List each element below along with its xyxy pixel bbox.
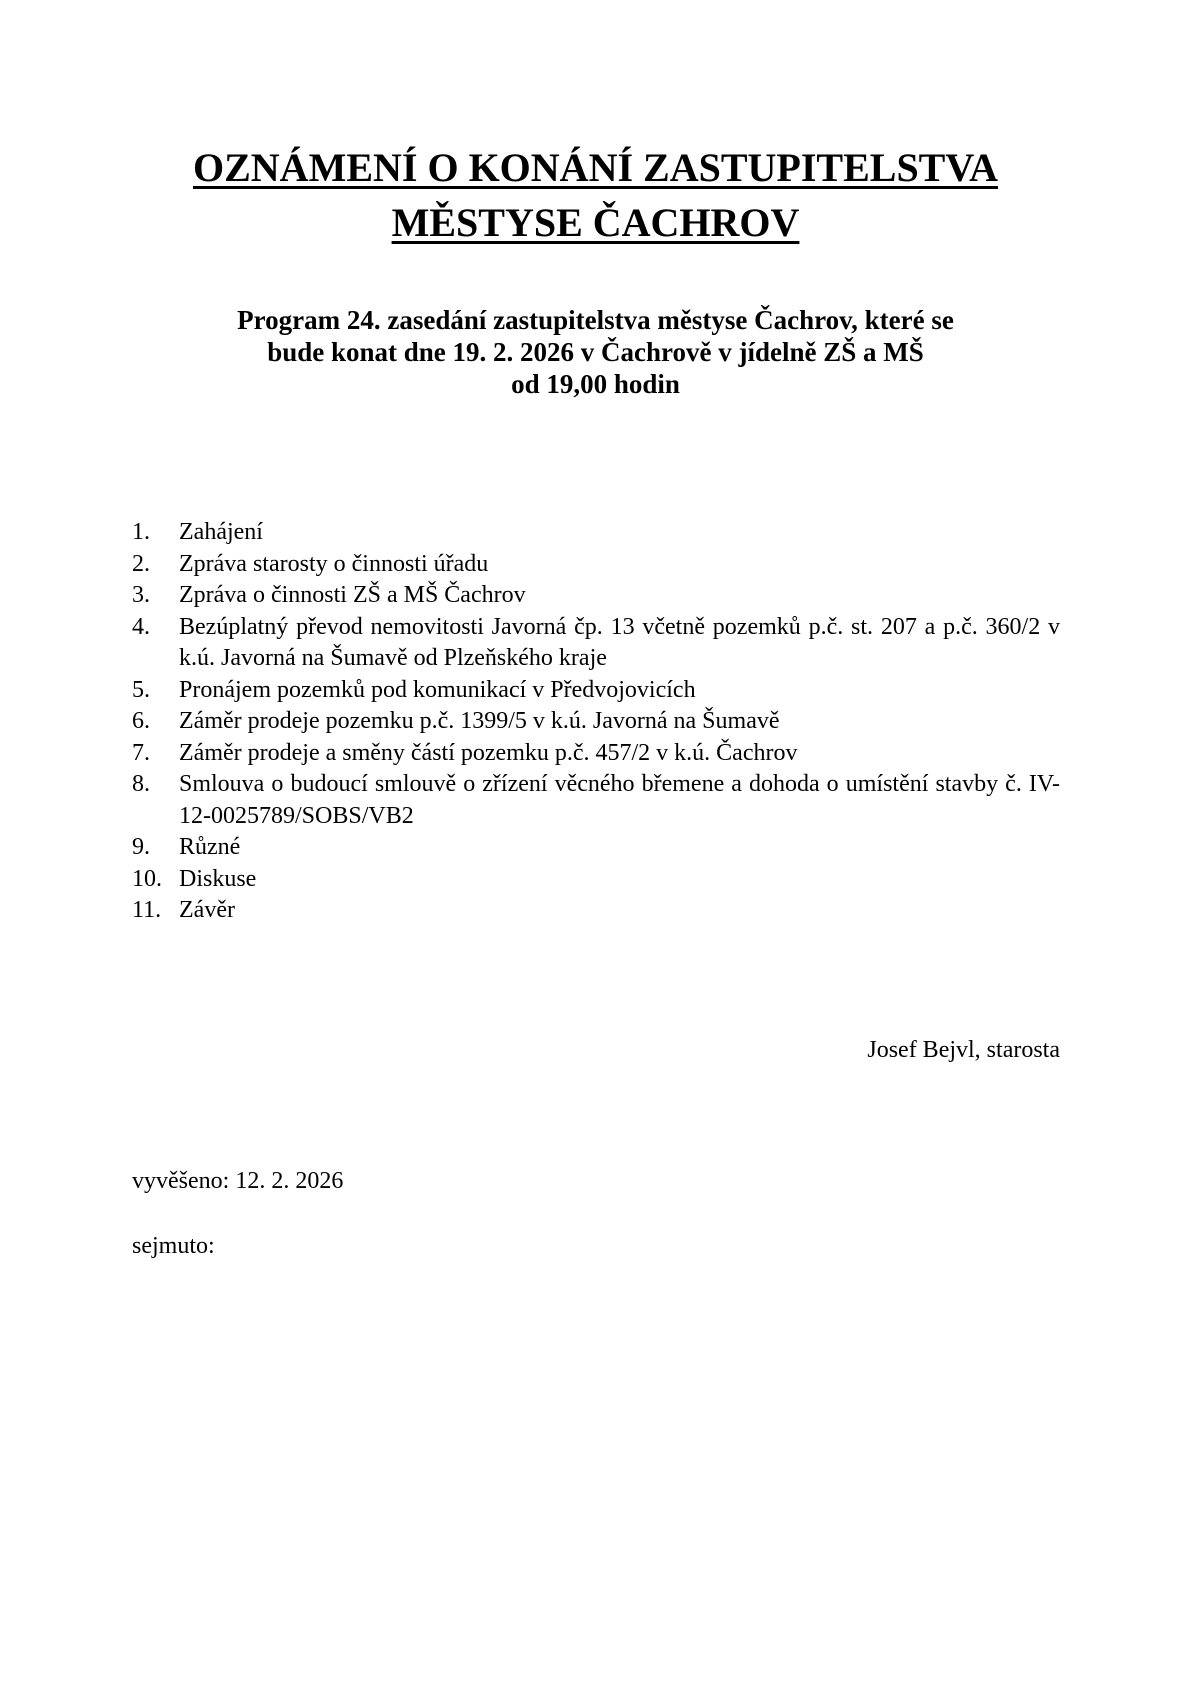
agenda-list [132, 517, 1060, 927]
title-line-1: OZNÁMENÍ O KONÁNÍ ZASTUPITELSTVA [193, 145, 998, 190]
subtitle-line-3: od 19,00 hodin [511, 369, 680, 399]
title-line-2: MĚSTYSE ČACHROV [391, 200, 800, 245]
page-title [0, 140, 1191, 250]
agenda-item [132, 864, 1060, 896]
agenda-item [132, 612, 1060, 675]
subtitle-line-2: bude konat dne 19. 2. 2026 v Čachrově v jídelně ZŠ a MŠ [267, 337, 924, 367]
agenda-item-text: Závěr [179, 897, 235, 923]
agenda-item-number: 10. [132, 865, 162, 892]
agenda-item-text: Různé [179, 834, 241, 860]
agenda-item [132, 895, 1060, 927]
agenda-item [132, 580, 1060, 612]
agenda-item-number: 7. [132, 739, 150, 766]
meeting-subtitle [0, 304, 1191, 400]
removed-date: sejmuto: [132, 1233, 215, 1259]
agenda-item-text: Záměr prodeje pozemku p.č. 1399/5 v k.ú. Javorná na Šumavě [179, 708, 780, 734]
agenda-item [132, 738, 1060, 770]
agenda-item [132, 832, 1060, 864]
agenda-item-text: Zpráva o činnosti ZŠ a MŠ Čachrov [179, 582, 526, 608]
agenda-item-number: 9. [132, 834, 150, 860]
agenda-item [132, 675, 1060, 707]
agenda-item-number: 2. [132, 550, 150, 577]
agenda-item-number: 4. [132, 613, 150, 640]
agenda-item [132, 706, 1060, 738]
agenda-item-text: Záměr prodeje a směny částí pozemku p.č. 457/2 v k.ú. Čachrov [179, 739, 798, 766]
signature: Josef Bejvl, starosta [867, 1037, 1060, 1063]
agenda-item-number: 1. [132, 519, 150, 545]
agenda-item-text: Bezúplatný převod nemovitosti Javorná čp. 13 včetně pozemků p.č. st. 207 a p.č. 360/2 v k.ú. Javorná na Šumavě od Plzeňského kraje [179, 613, 1060, 671]
agenda-item [132, 769, 1060, 832]
agenda-item-text: Diskuse [179, 865, 257, 892]
agenda-item [132, 549, 1060, 581]
posted-date: vyvěšeno: 12. 2. 2026 [132, 1168, 344, 1194]
agenda-item [132, 517, 1060, 549]
subtitle-line-1: Program 24. zasedání zastupitelstva městyse Čachrov, které se [237, 305, 954, 335]
agenda-item-number: 6. [132, 708, 150, 734]
agenda-item-text: Zpráva starosty o činnosti úřadu [179, 550, 489, 577]
agenda-item-text: Pronájem pozemků pod komunikací v Předvojovicích [179, 676, 696, 703]
agenda-item-text: Smlouva o budoucí smlouvě o zřízení věcného břemene a dohoda o umístění stavby č. IV-12-0025789/SOBS/VB2 [179, 771, 1060, 829]
agenda-item-number: 5. [132, 676, 150, 703]
agenda-item-number: 8. [132, 771, 150, 797]
agenda-item-number: 3. [132, 582, 150, 608]
agenda-item-number: 11. [132, 897, 162, 923]
agenda-item-text: Zahájení [179, 519, 263, 545]
